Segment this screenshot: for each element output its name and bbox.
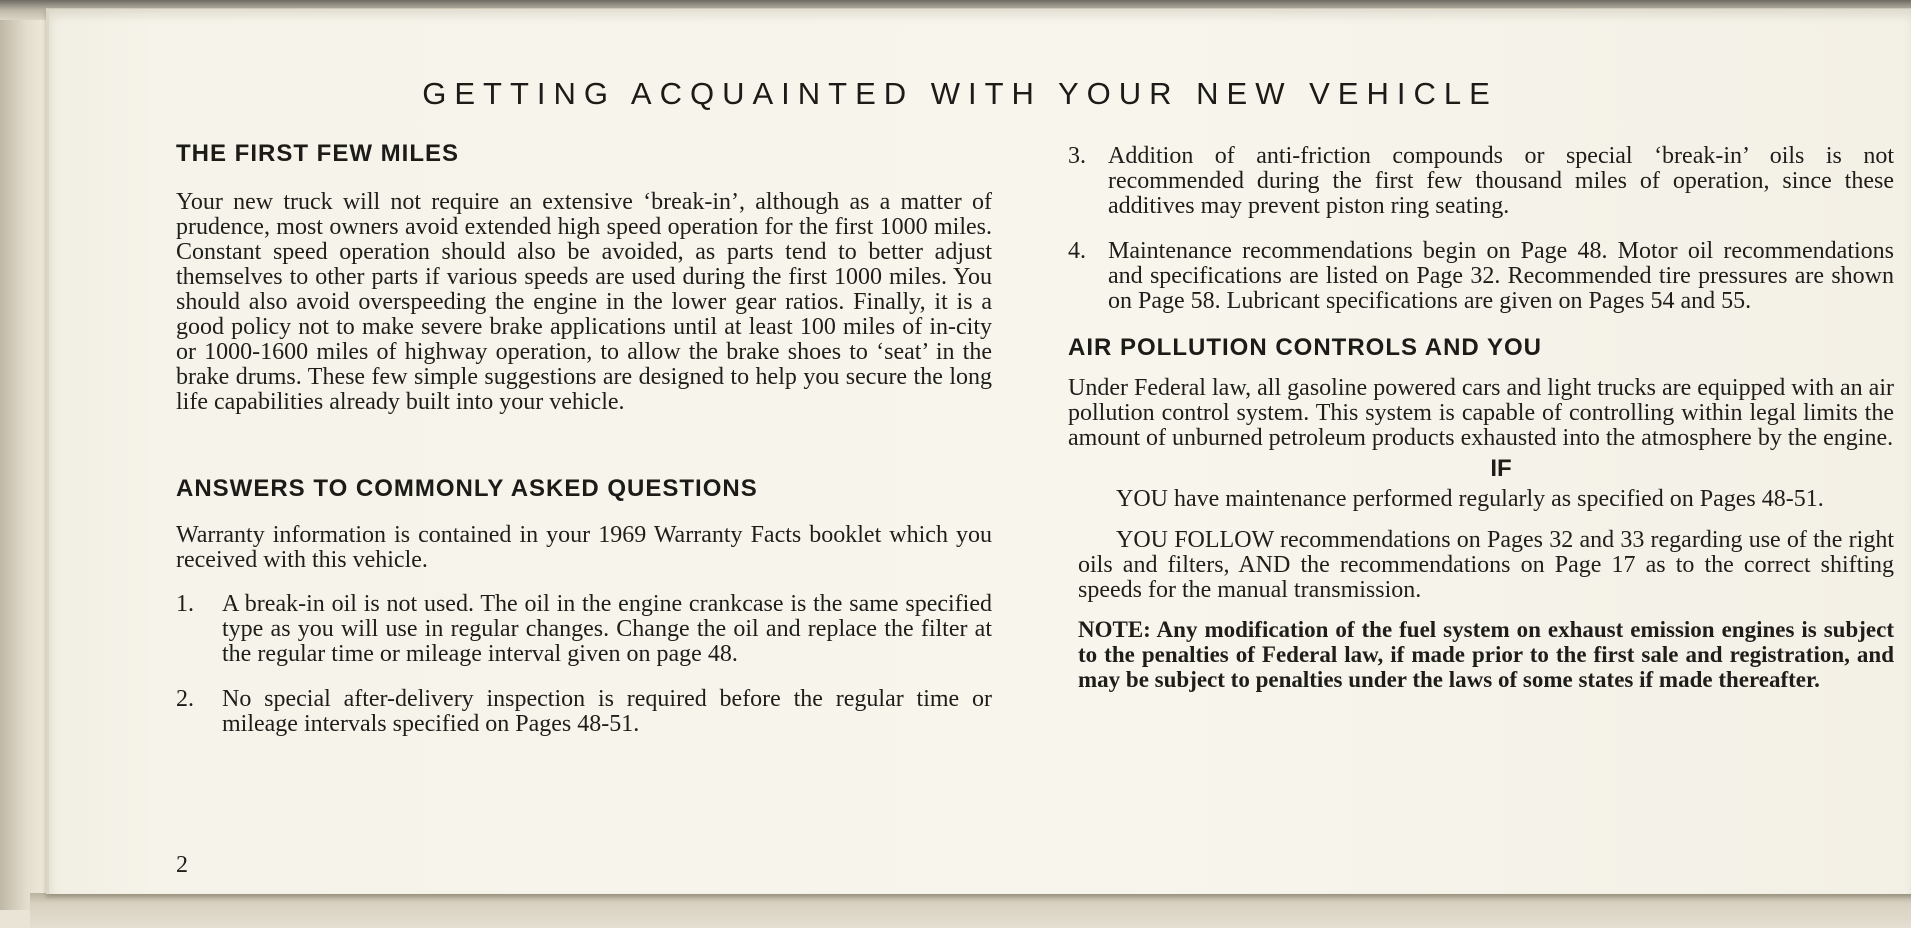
if-label: IF — [1490, 455, 1512, 482]
list-item — [1068, 144, 1894, 219]
right-column — [1068, 144, 1894, 692]
condition-maintenance: YOU have maintenance performed regularly as specified on Pages 48-51. — [1116, 486, 1824, 512]
list-item-text: No special after-delivery inspection is required before the regular time or mileage intervals specified on Pages 48-51. — [222, 686, 992, 737]
list-item — [176, 592, 992, 667]
list-item-text: Maintenance recommendations begin on Page 48. Motor oil recommendations and specifications are listed on Page 32. Recommended tire pressures are shown on Page 58. Lubricant specifications are given on Pages 54 and 55. — [1108, 238, 1894, 314]
condition-follow: YOU FOLLOW recommendations on Pages 32 and 33 regarding use of the right oils and filters, AND the recommendations on Page 17 as to the correct shifting speeds for the manual transmission. — [1078, 527, 1894, 603]
list-item — [1068, 239, 1894, 314]
page-title: GETTING ACQUAINTED WITH YOUR NEW VEHICLE — [422, 76, 1498, 111]
list-item-number: 2. — [176, 686, 194, 712]
page-number: 2 — [176, 852, 188, 878]
questions-intro: Warranty information is contained in your 1969 Warranty Facts booklet which you received with this vehicle. — [176, 522, 992, 573]
list-item — [176, 687, 992, 737]
list-item-number: 3. — [1068, 143, 1086, 169]
pollution-heading: AIR POLLUTION CONTROLS AND YOU — [1068, 334, 1542, 361]
emission-note: NOTE: Any modification of the fuel system on exhaust emission engines is subject to the penalties of Federal law, if made prior to the first sale and registration, and may be subject to penalties under the laws of some states if made thereafter. — [1078, 617, 1894, 692]
page-bottom-shadow — [30, 893, 1911, 928]
list-item-text: Addition of anti-friction compounds or special ‘break-in’ oils is not recommended during the first few thousand miles of operation, since these additives may prevent piston ring seating. — [1108, 143, 1894, 219]
first-miles-body: Your new truck will not require an extensive ‘break-in’, although as a matter of prudence, most owners avoid extended high speed operation for the first 1000 miles. Constant speed operation should also be avoided, as parts tend to better adjust themselves to other parts if various speeds are used during the first 1000 miles. You should also avoid overspeeding the engine in the lower gear ratios. Finally, it is a good policy not to make severe brake applications until at least 100 miles of in-city or 1000-1600 miles of highway operation, to allow the brake shoes to ‘seat’ in the brake drums. These few simple suggestions are designed to help you secure the long life capabilities already built into your vehicle. — [176, 189, 992, 415]
list-item-text: A break-in oil is not used. The oil in the engine crankcase is the same specified type as you will use in regular changes. Change the oil and replace the filter at the regular time or mileage interval given on page 48. — [222, 591, 992, 667]
list-item-number: 1. — [176, 591, 194, 617]
left-column — [176, 140, 992, 737]
first-miles-heading: THE FIRST FEW MILES — [176, 140, 459, 167]
questions-heading: ANSWERS TO COMMONLY ASKED QUESTIONS — [176, 475, 758, 502]
list-item-number: 4. — [1068, 238, 1086, 264]
pollution-body: Under Federal law, all gasoline powered cars and light trucks are equipped with an air pollution control system. This system is capable of controlling within legal limits the amount of unburned petroleum products exhausted into the atmosphere by the engine. — [1068, 375, 1894, 451]
book-spine-edge — [0, 20, 49, 910]
